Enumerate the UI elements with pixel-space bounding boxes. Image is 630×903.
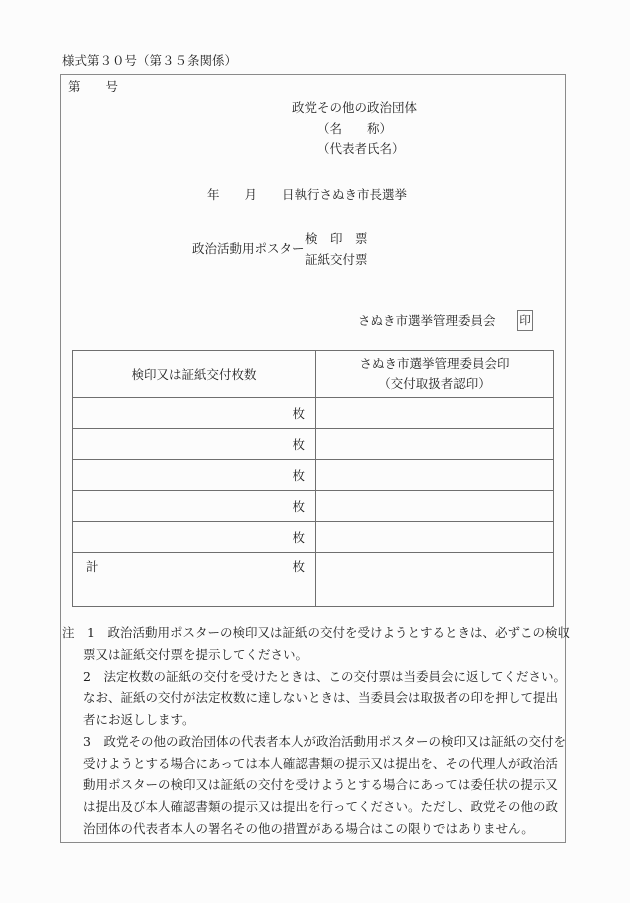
election-title: 年 月 日執行さぬき市長選挙 [207,187,408,202]
note-line: は提出及び本人確認書類の提示又は提出を行ってください。ただし、政党その他の政 [83,799,559,814]
poster-label: 政治活動用ポスター [192,241,305,256]
column-header-seal [316,351,554,398]
table-row [73,429,554,460]
party-representative-field: （代表者氏名） [317,141,405,156]
unit-label: 枚 [292,406,305,421]
table-row [73,460,554,491]
column-header-count: 検印又は証紙交付枚数 [73,351,316,398]
note-line: 受けようとする場合にあっては本人確認書類の提示又は提出を、その代理人が政治活 [83,755,558,771]
seal-stamp-cell [316,460,554,491]
unit-label: 枚 [292,530,305,545]
committee-name: さぬき市選挙管理委員会 [358,313,496,328]
inspection-ticket-label: 検 印 票 [305,231,368,246]
seal-stamp-cell [316,429,554,460]
table-header-row [73,351,554,398]
sheet-count-cell [73,522,316,553]
note-line: 治団体の代表者本人の署名その他の措置がある場合はこの限りではありません。 [83,820,534,836]
note-line: 者にお返しします。 [83,712,195,727]
party-organization-label: 政党その他の政治団体 [292,100,418,115]
note-line: 票又は証紙交付票を提示してください。 [83,646,309,662]
total-count-cell [73,553,316,607]
seal-stamp-cell [316,553,554,607]
table-row [73,491,554,522]
sheet-count-cell [73,429,316,460]
seal-stamp-cell [316,398,554,429]
form-number-label: 様式第３０号（第３５条関係） [62,53,238,68]
unit-label: 枚 [292,499,305,514]
column-header-seal-line1: さぬき市選挙管理委員会印 [359,356,510,371]
sheet-count-cell [73,398,316,429]
party-name-field: （名 称） [317,121,393,136]
certificate-ticket-label: 証紙交付票 [305,252,368,267]
document-number-field: 第 号 [68,79,119,94]
unit-label: 枚 [292,468,305,483]
note-line: 動用ポスターの検印又は証紙の交付を受けようとする場合にあっては委任状の提示又 [83,777,558,793]
note-line: 3 政党その他の政治団体の代表者本人が政治活動用ポスターの検印又は証紙の交付を [83,733,566,749]
note-line: 注 1 政治活動用ポスターの検印又は証紙の交付を受けようとするときは、必ずこの検収 [62,625,570,640]
seal-stamp-cell [316,491,554,522]
table-row [73,398,554,429]
notes-section [0,622,630,840]
unit-label: 枚 [292,559,305,574]
issue-count-table [72,350,554,607]
table-row [73,522,554,553]
table-total-row [73,553,554,607]
seal-mark-box: 印 [517,310,533,331]
seal-stamp-cell [316,522,554,553]
sheet-count-cell [73,491,316,522]
unit-label: 枚 [292,437,305,452]
column-header-seal-line2: （交付取扱者認印） [378,376,491,391]
note-line: なお、証紙の交付が法定枚数に達しないときは、当委員会は取扱者の印を押して提出 [83,690,559,706]
note-line: 2 法定枚数の証紙の交付を受けたときは、この交付票は当委員会に返してください。 [83,668,566,684]
total-label: 計 [86,559,99,574]
sheet-count-cell [73,460,316,491]
